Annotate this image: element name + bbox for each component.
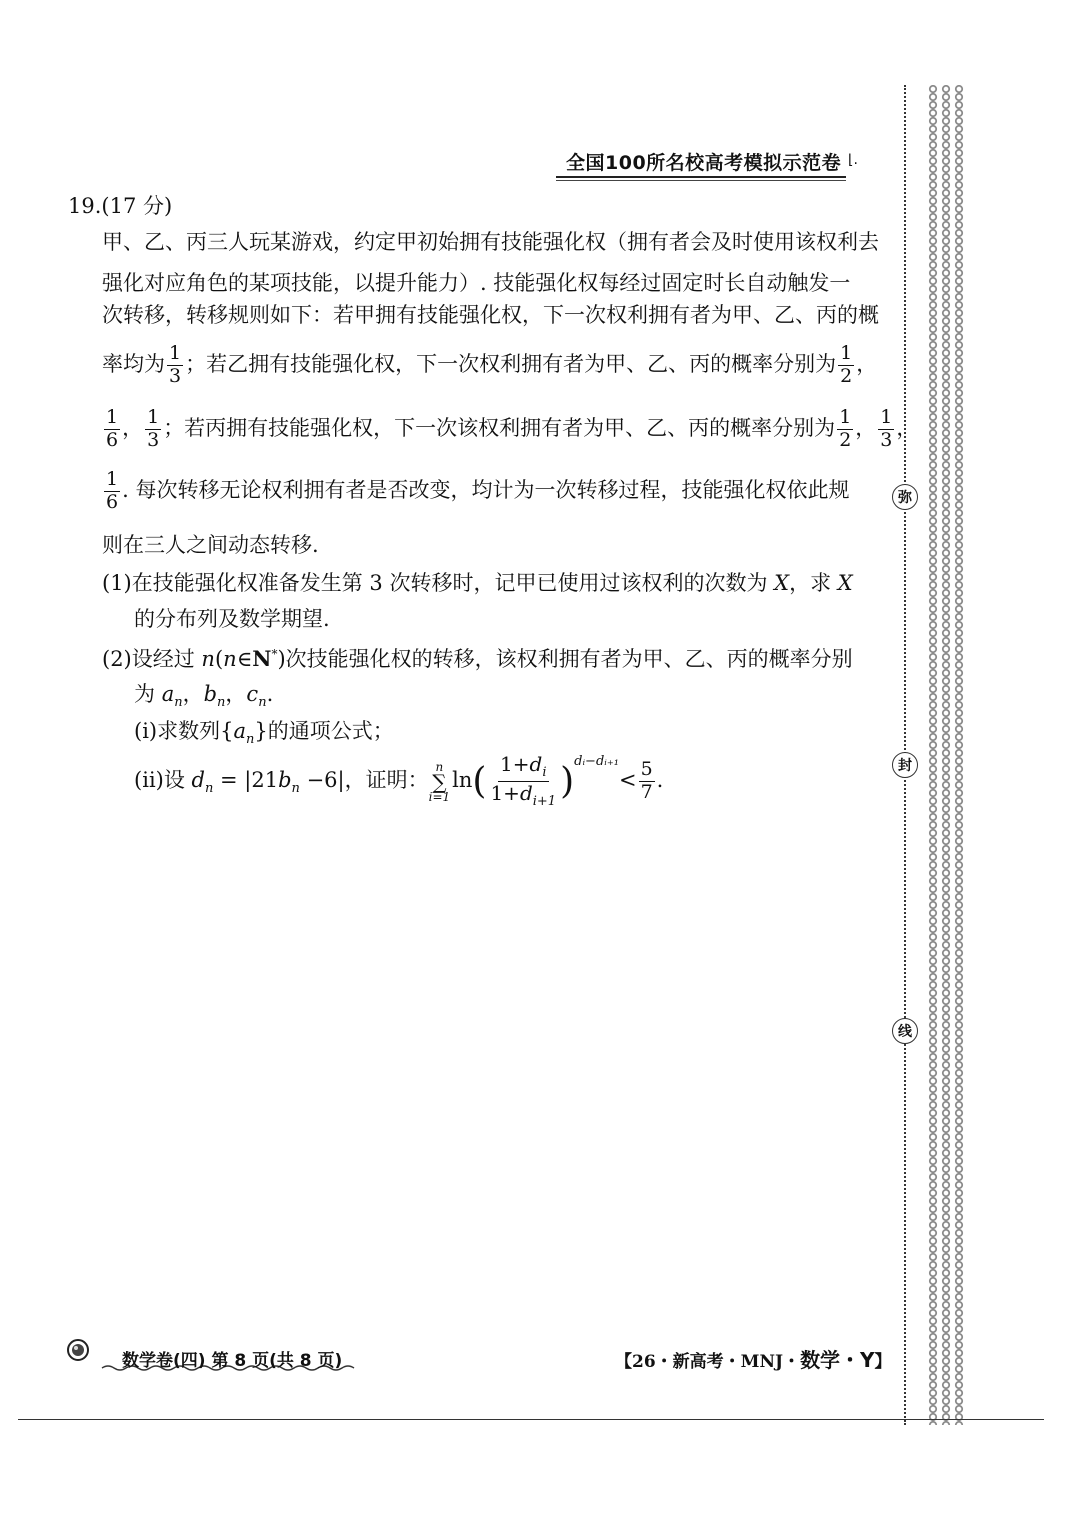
fraction-one-half: $\frac{1}{2}$ [840,342,853,387]
part-2-line-1: (2)设经过 n(n∈N*)次技能强化权的转移，该权利拥有者为甲、乙、丙的概率分别 [102,646,853,671]
stem-text: ；若乙拥有技能强化权，下一次权利拥有者为甲、乙、丙的概率分别为 [185,351,837,376]
fraction-one-third: $\frac{1}{3}$ [880,406,893,451]
stem-line-7: 则在三人之间动态转移. [102,533,319,557]
question-number [68,190,172,220]
fraction-one-sixth: $\frac{1}{6}$ [106,468,119,513]
fraction-one-third: $\frac{1}{3}$ [169,342,182,387]
stem-line-6 [102,470,872,513]
binding-ring-column [954,85,964,1425]
exponent: dᵢ−dᵢ₊₁ [574,754,619,769]
header-title: 全国100所名校高考模拟示范卷 [566,152,842,174]
stem-line-2: 强化对应角色的某项技能，以提升能力）. 技能强化权每经过固定时长自动触发一 [102,271,851,295]
bottom-rule [18,1419,1044,1420]
stem-text: . 每次转移无论权利拥有者是否改变，均计为一次转移过程，技能强化权依此规 [122,477,850,502]
part-1-line-2: 的分布列及数学期望. [134,607,330,631]
stem-text: 率均为 [102,351,165,376]
stem-text: ；若丙拥有技能强化权，下一次该权利拥有者为甲、乙、丙的概率分别为 [163,415,836,440]
seal-feng: 封 [892,752,918,778]
binding-ring-column [941,85,951,1425]
subpart-ii: (ⅱ)设 $d_n = |21b_n -6|$，证明： n ∑ i=1 ln( $\frac{1+d_i}{1+d_{i+1}}$ )$^{dᵢ-dᵢ_{+1}}$< $\frac{5}{7}$ . [134,752,664,809]
header-rule [556,176,846,178]
question-score: (17 分) [101,194,173,218]
corner-mark: ⌊. [848,152,858,168]
header-rule-thin [556,180,846,181]
binding-ring-column [928,85,938,1425]
part-2-line-2: 为 $a_n$，$b_n$，$c_n$. [134,682,274,711]
fraction-one-sixth: $\frac{1}{6}$ [106,406,119,451]
question-index: 19. [68,194,102,218]
stem-line-3: 次转移，转移规则如下：若甲拥有技能强化权，下一次权利拥有者为甲、乙、丙的概 [102,303,879,327]
fraction-one-half: $\frac{1}{2}$ [839,406,852,451]
fraction-d-ratio: $\frac{1+d_i}{1+d_{i+1}}$ [490,752,557,809]
stem-line-4: 率均为 $\frac{1}{3}$ ；若乙拥有技能强化权，下一次权利拥有者为甲、乙、丙的概率分别为 $\frac{1}{2}$ ， [102,342,878,387]
summation-symbol: n ∑ i=1 [428,759,451,804]
footer-code: 【26・新高考・MNJ・数学・Y】 [615,1348,892,1372]
footer-page-info: 数学卷(四) 第 8 页(共 8 页) [122,1351,343,1371]
stem-line-5: $\frac{1}{6}$ ， $\frac{1}{3}$ ；若丙拥有技能强化权，下一次该权利拥有者为甲、乙、丙的概率分别为 $\frac{1}{2}$ ， $\frac{1}{3}$ ， [106,406,918,451]
seal-xian: 线 [892,1018,918,1044]
fraction-five-sevenths: $\frac{5}{7}$ [640,758,653,803]
subpart-i: (ⅰ)求数列$\{a_n\}$的通项公式； [134,719,394,748]
stem-line-1: 甲、乙、丙三人玩某游戏，约定甲初始拥有技能强化权（拥有者会及时使用该权利去 [102,230,879,254]
seal-mi: 弥 [892,484,918,510]
fraction-one-third: $\frac{1}{3}$ [147,406,160,451]
part-1-line-1: (1)在技能强化权准备发生第 3 次转移时，记甲已使用过该权利的次数为 X，求 X [102,571,853,595]
